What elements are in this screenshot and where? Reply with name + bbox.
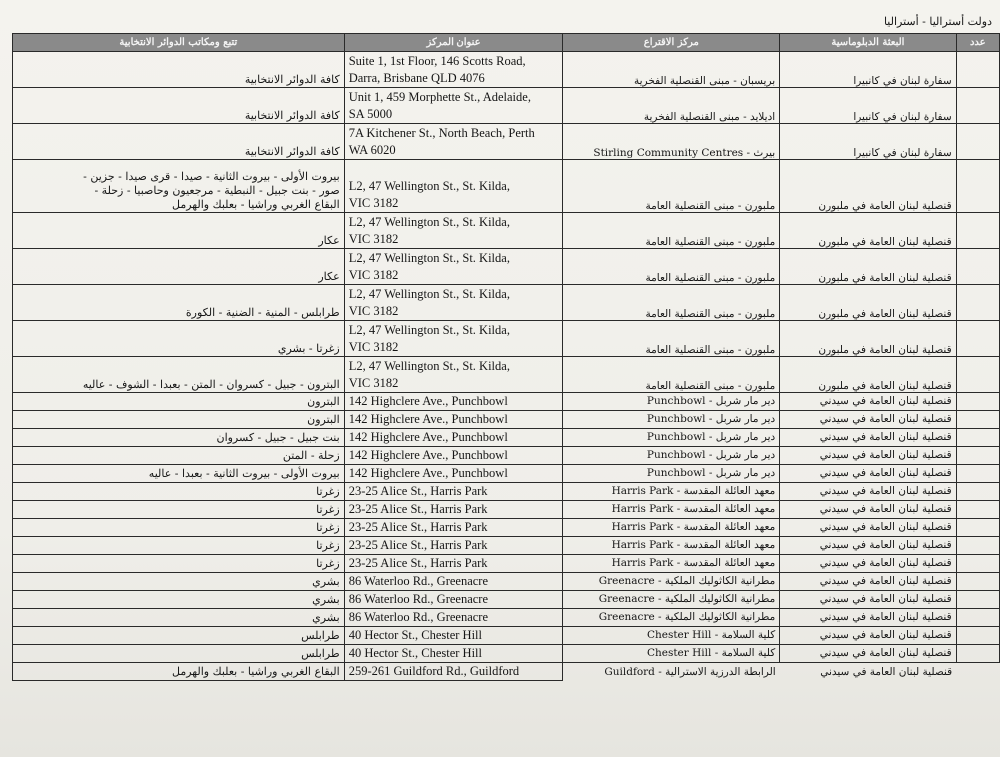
mission-cell: قنصلية لبنان العامة في ملبورن bbox=[780, 249, 956, 285]
center-cell: معهد العائلة المقدسة - Harris Park bbox=[563, 501, 780, 519]
district-line: صور - بنت جبيل - النبطية - مرجعيون وحاصبيا - زحلة - bbox=[94, 184, 340, 197]
address-line: 86 Waterloo Rd., Greenacre bbox=[348, 610, 489, 624]
address-cell bbox=[344, 393, 563, 411]
number-cell bbox=[956, 357, 999, 393]
address-line: L2, 47 Wellington St., St. Kilda, bbox=[348, 214, 510, 229]
district-line: بشري bbox=[312, 575, 340, 588]
district-line: زحلة - المتن bbox=[282, 449, 340, 462]
address-line: L2, 47 Wellington St., St. Kilda, bbox=[348, 179, 510, 193]
district-line: البترون - جبيل - كسروان - المتن - بعبدا - الشوف - عاليه bbox=[82, 378, 340, 391]
address-line: L2, 47 Wellington St., St. Kilda, bbox=[348, 358, 510, 373]
districts-cell bbox=[13, 321, 345, 357]
mission-cell: قنصلية لبنان العامة في سيدني bbox=[780, 465, 956, 483]
center-cell: ملبورن - مبنى القنصلية العامة bbox=[563, 213, 780, 249]
district-line: زغرتا bbox=[316, 539, 340, 552]
center-cell: دير مار شربل - Punchbowl bbox=[563, 411, 780, 429]
number-cell bbox=[956, 160, 999, 213]
address-cell bbox=[344, 52, 563, 88]
table-header-row bbox=[13, 34, 1000, 52]
table-body bbox=[13, 52, 1000, 681]
table-row bbox=[13, 321, 1000, 357]
districts-cell bbox=[13, 627, 345, 645]
address-cell bbox=[344, 555, 563, 573]
address-cell bbox=[344, 285, 563, 321]
table-row bbox=[13, 52, 1000, 88]
district-line: البترون bbox=[307, 413, 340, 426]
table-row bbox=[13, 393, 1000, 411]
mission-cell: قنصلية لبنان العامة في سيدني bbox=[780, 429, 956, 447]
table-row bbox=[13, 645, 1000, 663]
districts-cell bbox=[13, 609, 345, 627]
table-row bbox=[13, 555, 1000, 573]
address-line: VIC 3182 bbox=[348, 339, 399, 354]
header-number: عدد bbox=[956, 34, 999, 52]
address-line: 23-25 Alice St., Harris Park bbox=[348, 502, 488, 516]
district-line: كافة الدوائر الانتخابية bbox=[244, 73, 340, 86]
address-cell bbox=[344, 88, 563, 124]
district-line: بنت جبيل - جبيل - كسروان bbox=[216, 431, 340, 444]
table-row bbox=[13, 483, 1000, 501]
address-line: VIC 3182 bbox=[348, 303, 399, 318]
districts-cell bbox=[13, 645, 345, 663]
district-line: بشري bbox=[312, 611, 340, 624]
address-cell bbox=[344, 321, 563, 357]
districts-cell bbox=[13, 411, 345, 429]
number-cell bbox=[956, 88, 999, 124]
polling-centers-table bbox=[12, 33, 1000, 681]
address-line: Unit 1, 459 Morphette St., Adelaide, bbox=[348, 89, 531, 104]
mission-cell: قنصلية لبنان العامة في سيدني bbox=[780, 537, 956, 555]
center-cell: معهد العائلة المقدسة - Harris Park bbox=[563, 519, 780, 537]
number-cell bbox=[956, 519, 999, 537]
table-row bbox=[13, 573, 1000, 591]
center-cell: مطرانية الكاثوليك الملكية - Greenacre bbox=[563, 609, 780, 627]
address-cell bbox=[344, 609, 563, 627]
address-line: 142 Highclere Ave., Punchbowl bbox=[348, 430, 508, 444]
address-line: VIC 3182 bbox=[348, 375, 399, 390]
number-cell bbox=[956, 465, 999, 483]
header-mission: البعثة الدبلوماسية bbox=[780, 34, 956, 52]
address-cell bbox=[344, 663, 563, 681]
mission-cell: قنصلية لبنان العامة في سيدني bbox=[780, 555, 956, 573]
center-cell: معهد العائلة المقدسة - Harris Park bbox=[563, 483, 780, 501]
address-line: 7A Kitchener St., North Beach, Perth bbox=[348, 125, 535, 140]
table-row bbox=[13, 124, 1000, 160]
address-line: 142 Highclere Ave., Punchbowl bbox=[348, 466, 508, 480]
districts-cell bbox=[13, 573, 345, 591]
districts-cell bbox=[13, 124, 345, 160]
header-districts: تتبع ومكاتب الدوائر الانتخابية bbox=[13, 34, 345, 52]
address-cell bbox=[344, 591, 563, 609]
center-cell: ملبورن - مبنى القنصلية العامة bbox=[563, 249, 780, 285]
address-line: L2, 47 Wellington St., St. Kilda, bbox=[348, 286, 510, 301]
table-row bbox=[13, 88, 1000, 124]
center-cell: الرابطة الدرزية الاسترالية - Guildford bbox=[604, 665, 776, 678]
mission-cell: قنصلية لبنان العامة في سيدني bbox=[780, 573, 956, 591]
mission-cell: قنصلية لبنان العامة في ملبورن bbox=[780, 213, 956, 249]
mission-cell: قنصلية لبنان العامة في سيدني bbox=[780, 483, 956, 501]
district-line: طرابلس bbox=[301, 629, 340, 642]
address-line: Darra, Brisbane QLD 4076 bbox=[348, 70, 485, 85]
address-cell bbox=[344, 429, 563, 447]
address-cell bbox=[344, 627, 563, 645]
address-line: Suite 1, 1st Floor, 146 Scotts Road, bbox=[348, 53, 526, 68]
table-row bbox=[13, 249, 1000, 285]
mission-cell: قنصلية لبنان العامة في سيدني bbox=[780, 411, 956, 429]
address-line: 40 Hector St., Chester Hill bbox=[348, 628, 483, 642]
districts-cell bbox=[13, 249, 345, 285]
district-line: زغرتا bbox=[316, 485, 340, 498]
center-cell: بيرث - Stirling Community Centres bbox=[563, 124, 780, 160]
number-cell bbox=[956, 645, 999, 663]
address-line: SA 5000 bbox=[348, 106, 393, 121]
address-line: 142 Highclere Ave., Punchbowl bbox=[348, 394, 508, 408]
address-cell bbox=[344, 573, 563, 591]
districts-cell bbox=[13, 519, 345, 537]
header-center: مركز الاقتراع bbox=[563, 34, 780, 52]
mission-cell: سفارة لبنان في كانبيرا bbox=[780, 52, 956, 88]
district-line: كافة الدوائر الانتخابية bbox=[244, 145, 340, 158]
table-row bbox=[13, 609, 1000, 627]
number-cell bbox=[956, 124, 999, 160]
address-cell bbox=[344, 483, 563, 501]
mission-cell: قنصلية لبنان العامة في سيدني bbox=[820, 665, 953, 678]
center-cell: كلية السلامة - Chester Hill bbox=[563, 645, 780, 663]
districts-cell bbox=[13, 393, 345, 411]
address-line: L2, 47 Wellington St., St. Kilda, bbox=[348, 250, 510, 265]
district-line: البترون bbox=[307, 395, 340, 408]
number-cell bbox=[956, 627, 999, 645]
table-row bbox=[13, 501, 1000, 519]
number-cell bbox=[956, 447, 999, 465]
header-address: عنوان المركز bbox=[344, 34, 563, 52]
address-line: VIC 3182 bbox=[348, 196, 399, 210]
number-cell bbox=[956, 249, 999, 285]
districts-cell bbox=[13, 357, 345, 393]
district-line: زغرتا bbox=[316, 503, 340, 516]
districts-cell bbox=[13, 537, 345, 555]
district-line: زغرتا - بشري bbox=[277, 342, 340, 355]
center-cell: بريسبان - مبنى القنصلية الفخرية bbox=[563, 52, 780, 88]
address-line: 259-261 Guildford Rd., Guildford bbox=[348, 664, 520, 678]
number-cell bbox=[956, 501, 999, 519]
district-line: بيروت الأولى - بيروت الثانية - بعبدا - عاليه bbox=[148, 467, 340, 480]
table-row bbox=[13, 357, 1000, 393]
number-cell bbox=[956, 555, 999, 573]
center-cell: معهد العائلة المقدسة - Harris Park bbox=[563, 555, 780, 573]
number-cell bbox=[956, 537, 999, 555]
address-line: 40 Hector St., Chester Hill bbox=[348, 646, 483, 660]
districts-cell bbox=[13, 52, 345, 88]
address-cell bbox=[344, 357, 563, 393]
district-line: طرابلس bbox=[301, 647, 340, 660]
districts-cell bbox=[13, 663, 345, 681]
address-line: L2, 47 Wellington St., St. Kilda, bbox=[348, 322, 510, 337]
number-cell bbox=[956, 573, 999, 591]
center-cell: دير مار شربل - Punchbowl bbox=[563, 429, 780, 447]
number-cell bbox=[956, 321, 999, 357]
address-cell bbox=[344, 160, 563, 213]
center-cell: مطرانية الكاثوليك الملكية - Greenacre bbox=[563, 573, 780, 591]
number-cell bbox=[956, 411, 999, 429]
mission-cell: قنصلية لبنان العامة في سيدني bbox=[780, 447, 956, 465]
district-line: زغرتا bbox=[316, 557, 340, 570]
table-row bbox=[13, 411, 1000, 429]
address-line: 23-25 Alice St., Harris Park bbox=[348, 520, 488, 534]
address-cell bbox=[344, 213, 563, 249]
number-cell bbox=[956, 609, 999, 627]
address-cell bbox=[344, 501, 563, 519]
district-line: كافة الدوائر الانتخابية bbox=[244, 109, 340, 122]
number-cell bbox=[956, 591, 999, 609]
table-row bbox=[13, 663, 1000, 681]
number-cell bbox=[956, 213, 999, 249]
district-line: البقاع الغربي وراشيا - بعلبك والهرمل bbox=[172, 665, 340, 678]
address-line: 86 Waterloo Rd., Greenacre bbox=[348, 574, 489, 588]
districts-cell bbox=[13, 429, 345, 447]
number-cell bbox=[956, 52, 999, 88]
address-line: 23-25 Alice St., Harris Park bbox=[348, 556, 488, 570]
address-line: 86 Waterloo Rd., Greenacre bbox=[348, 592, 489, 606]
address-cell bbox=[344, 537, 563, 555]
address-line: 23-25 Alice St., Harris Park bbox=[348, 538, 488, 552]
districts-cell bbox=[13, 160, 345, 213]
mission-cell: سفارة لبنان في كانبيرا bbox=[780, 124, 956, 160]
number-cell bbox=[956, 663, 999, 681]
mission-cell: قنصلية لبنان العامة في ملبورن bbox=[780, 285, 956, 321]
district-line: زغرتا bbox=[316, 521, 340, 534]
districts-cell bbox=[13, 555, 345, 573]
table-row bbox=[13, 429, 1000, 447]
center-cell: ملبورن - مبنى القنصلية العامة bbox=[563, 285, 780, 321]
mission-cell: قنصلية لبنان العامة في ملبورن bbox=[780, 321, 956, 357]
mission-cell: قنصلية لبنان العامة في سيدني bbox=[780, 591, 956, 609]
address-cell bbox=[344, 249, 563, 285]
districts-cell bbox=[13, 213, 345, 249]
table-row bbox=[13, 160, 1000, 213]
district-line: بيروت الأولى - بيروت الثانية - صيدا - قرى صيدا - جزين - bbox=[83, 170, 340, 183]
address-cell bbox=[344, 519, 563, 537]
number-cell bbox=[956, 483, 999, 501]
district-line: البقاع الغربي وراشيا - بعلبك والهرمل bbox=[172, 198, 340, 211]
center-cell: ملبورن - مبنى القنصلية العامة bbox=[563, 160, 780, 213]
number-cell bbox=[956, 393, 999, 411]
mission-cell: قنصلية لبنان العامة في ملبورن bbox=[780, 160, 956, 213]
district-line: بشري bbox=[312, 593, 340, 606]
table-row bbox=[13, 285, 1000, 321]
address-cell bbox=[344, 447, 563, 465]
districts-cell bbox=[13, 465, 345, 483]
table-row bbox=[13, 447, 1000, 465]
address-line: VIC 3182 bbox=[348, 267, 399, 282]
district-line: عكار bbox=[318, 270, 340, 283]
address-line: VIC 3182 bbox=[348, 231, 399, 246]
districts-cell bbox=[13, 483, 345, 501]
mission-cell: قنصلية لبنان العامة في سيدني bbox=[780, 393, 956, 411]
districts-cell bbox=[13, 88, 345, 124]
districts-cell bbox=[13, 285, 345, 321]
center-cell: دير مار شربل - Punchbowl bbox=[563, 393, 780, 411]
mission-cell: قنصلية لبنان العامة في سيدني bbox=[780, 627, 956, 645]
address-cell bbox=[344, 645, 563, 663]
center-cell: كلية السلامة - Chester Hill bbox=[563, 627, 780, 645]
table-row bbox=[13, 627, 1000, 645]
mission-cell: قنصلية لبنان العامة في سيدني bbox=[780, 609, 956, 627]
center-cell: دير مار شربل - Punchbowl bbox=[563, 447, 780, 465]
mission-cell: قنصلية لبنان العامة في سيدني bbox=[780, 501, 956, 519]
districts-cell bbox=[13, 501, 345, 519]
center-cell: مطرانية الكاثوليك الملكية - Greenacre bbox=[563, 591, 780, 609]
districts-cell bbox=[13, 447, 345, 465]
center-cell: معهد العائلة المقدسة - Harris Park bbox=[563, 537, 780, 555]
address-line: 23-25 Alice St., Harris Park bbox=[348, 484, 488, 498]
table-row bbox=[13, 591, 1000, 609]
address-cell bbox=[344, 124, 563, 160]
number-cell bbox=[956, 285, 999, 321]
table-row bbox=[13, 465, 1000, 483]
page-title: دولت أستراليا - أستراليا bbox=[883, 15, 992, 28]
address-line: 142 Highclere Ave., Punchbowl bbox=[348, 412, 508, 426]
center-cell: ملبورن - مبنى القنصلية العامة bbox=[563, 321, 780, 357]
table-row bbox=[13, 537, 1000, 555]
center-cell: اديلايد - مبنى القنصلية الفخرية bbox=[563, 88, 780, 124]
district-line: طرابلس - المنية - الضنية - الكورة bbox=[185, 306, 340, 319]
address-cell bbox=[344, 465, 563, 483]
address-cell bbox=[344, 411, 563, 429]
mission-cell: قنصلية لبنان العامة في ملبورن bbox=[780, 357, 956, 393]
table-row bbox=[13, 519, 1000, 537]
mission-cell: قنصلية لبنان العامة في سيدني bbox=[780, 645, 956, 663]
number-cell bbox=[956, 429, 999, 447]
mission-cell: سفارة لبنان في كانبيرا bbox=[780, 88, 956, 124]
center-cell: ملبورن - مبنى القنصلية العامة bbox=[563, 357, 780, 393]
table-row bbox=[13, 213, 1000, 249]
address-line: 142 Highclere Ave., Punchbowl bbox=[348, 448, 508, 462]
address-line: WA 6020 bbox=[348, 142, 396, 157]
districts-cell bbox=[13, 591, 345, 609]
center-cell: دير مار شربل - Punchbowl bbox=[563, 465, 780, 483]
district-line: عكار bbox=[318, 234, 340, 247]
mission-cell: قنصلية لبنان العامة في سيدني bbox=[780, 519, 956, 537]
